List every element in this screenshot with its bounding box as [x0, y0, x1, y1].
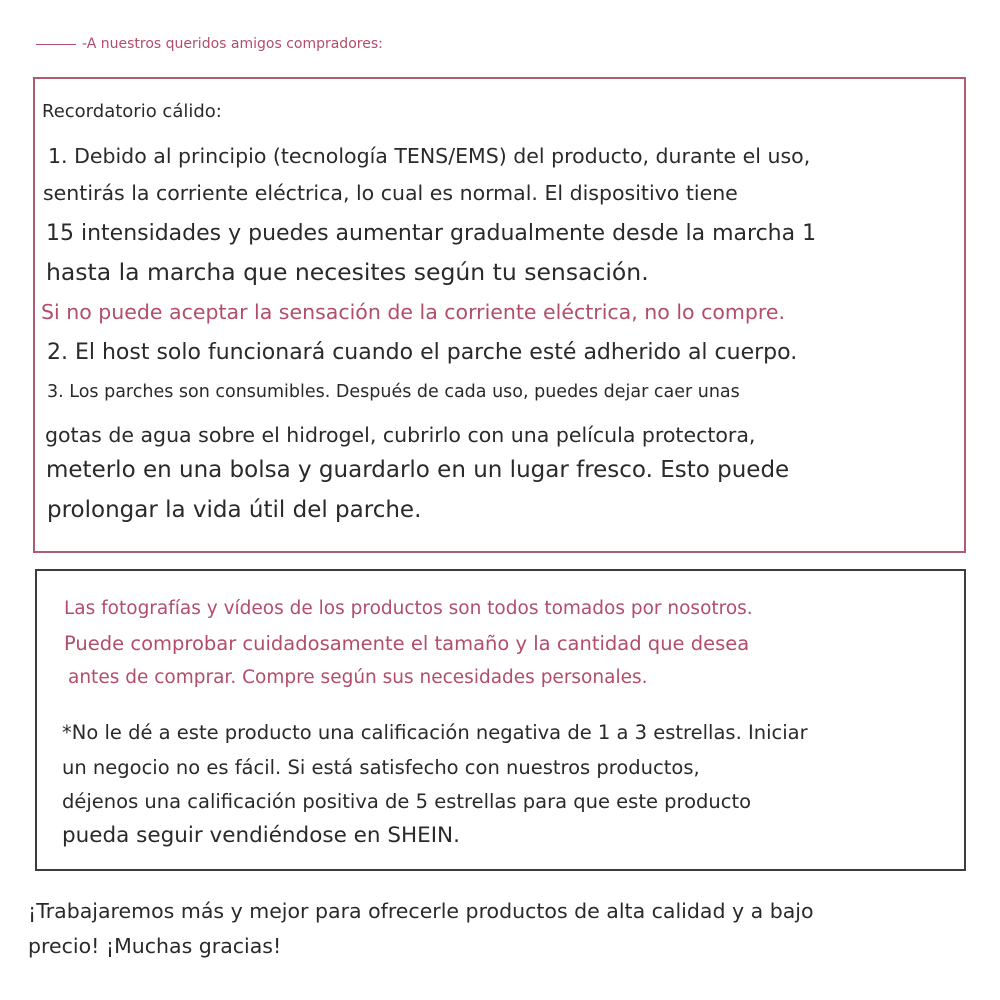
notice-rating-line: pueda seguir vendiéndose en SHEIN.: [62, 823, 460, 848]
reminder-line: prolongar la vida útil del parche.: [47, 497, 422, 523]
header-greeting: [36, 36, 383, 52]
notice-photo-line: Puede comprobar cuidadosamente el tamaño y la cantidad que desea: [64, 632, 750, 655]
notice-rating-line: déjenos una calificación positiva de 5 estrellas para que este producto: [62, 790, 752, 813]
reminder-title: Recordatorio cálido:: [42, 101, 222, 122]
closing-line: ¡Trabajaremos más y mejor para ofrecerle productos de alta calidad y a bajo: [28, 899, 814, 923]
reminder-line: 3. Los parches son consumibles. Después de cada uso, puedes dejar caer unas: [47, 382, 740, 402]
reminder-line: 15 intensidades y puedes aumentar gradualmente desde la marcha 1: [46, 221, 817, 246]
reminder-line: hasta la marcha que necesites según tu sensación.: [46, 258, 649, 286]
notice-rating-line: *No le dé a este producto una calificación negativa de 1 a 3 estrellas. Iniciar: [62, 721, 808, 744]
reminder-warning: Si no puede aceptar la sensación de la corriente eléctrica, no lo compre.: [41, 300, 785, 324]
reminder-line: meterlo en una bolsa y guardarlo en un lugar fresco. Esto puede: [46, 457, 790, 483]
reminder-box: [33, 77, 966, 553]
header-rule: [36, 44, 76, 45]
reminder-line: 1. Debido al principio (tecnología TENS/EMS) del producto, durante el uso,: [48, 144, 811, 168]
reminder-line: sentirás la corriente eléctrica, lo cual es normal. El dispositivo tiene: [43, 181, 738, 205]
notice-rating-line: un negocio no es fácil. Si está satisfecho con nuestros productos,: [62, 756, 700, 779]
header-text: -A nuestros queridos amigos compradores:: [82, 36, 383, 52]
closing-line: precio! ¡Muchas gracias!: [28, 934, 282, 958]
notice-photo-line: antes de comprar. Compre según sus necesidades personales.: [68, 667, 648, 688]
notice-photo-line: Las fotografías y vídeos de los productos son todos tomados por nosotros.: [64, 598, 753, 619]
notice-box: [35, 569, 966, 871]
reminder-line: gotas de agua sobre el hidrogel, cubrirlo con una película protectora,: [45, 423, 756, 447]
reminder-line: 2. El host solo funcionará cuando el parche esté adherido al cuerpo.: [47, 340, 798, 365]
